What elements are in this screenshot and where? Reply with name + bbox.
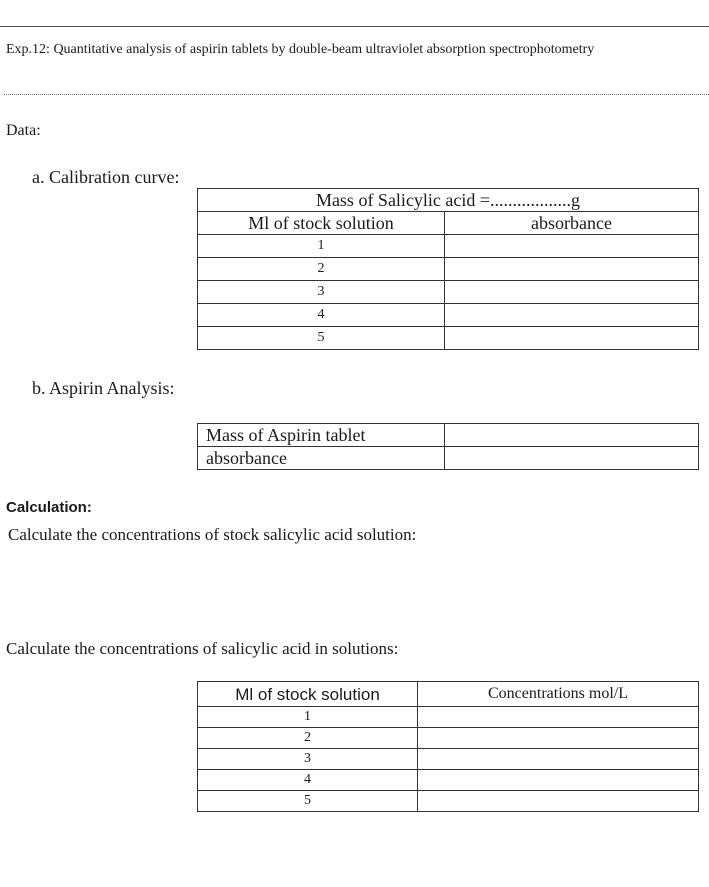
table-row xyxy=(198,791,699,812)
ml-cell: 4 xyxy=(198,304,445,327)
table-row xyxy=(198,258,699,281)
aspirin-analysis-heading: b. Aspirin Analysis: xyxy=(32,378,175,398)
concentration-cell[interactable] xyxy=(418,791,699,812)
ml-cell: 3 xyxy=(198,749,418,770)
page-title: Exp.12: Quantitative analysis of aspirin tablets by double-beam ultraviolet absorption spectrophotometry xyxy=(6,42,595,57)
concentration-header: Concentrations mol/L xyxy=(418,682,699,707)
table-row xyxy=(198,770,699,791)
ml-cell: 5 xyxy=(198,327,445,350)
table-row xyxy=(198,327,699,350)
ml-cell: 3 xyxy=(198,281,445,304)
ml-cell: 2 xyxy=(198,258,445,281)
dotted-divider xyxy=(4,94,709,95)
mass-salicylic-header: Mass of Salicylic acid =..................g xyxy=(198,189,699,212)
aspirin-absorbance-value[interactable] xyxy=(445,447,699,470)
mass-aspirin-label: Mass of Aspirin tablet xyxy=(198,424,445,447)
table-row xyxy=(198,424,699,447)
ml-cell: 1 xyxy=(198,707,418,728)
ml-cell: 4 xyxy=(198,770,418,791)
calibration-curve-heading: a. Calibration curve: xyxy=(32,167,180,187)
concentration-table xyxy=(197,681,699,812)
calc-stock-prompt: Calculate the concentrations of stock salicylic acid solution: xyxy=(8,525,417,544)
table-row xyxy=(198,304,699,327)
calc-solutions-prompt: Calculate the concentrations of salicylic acid in solutions: xyxy=(6,639,399,658)
table-row xyxy=(198,728,699,749)
absorbance-cell[interactable] xyxy=(445,281,699,304)
calculation-heading: Calculation: xyxy=(6,499,92,516)
top-rule xyxy=(0,26,709,27)
ml-stock-header: Ml of stock solution xyxy=(198,212,445,235)
aspirin-absorbance-label: absorbance xyxy=(198,447,445,470)
ml-stock-header: Ml of stock solution xyxy=(198,682,418,707)
concentration-cell[interactable] xyxy=(418,728,699,749)
absorbance-cell[interactable] xyxy=(445,235,699,258)
concentration-cell[interactable] xyxy=(418,749,699,770)
aspirin-table xyxy=(197,423,699,470)
concentration-cell[interactable] xyxy=(418,770,699,791)
absorbance-cell[interactable] xyxy=(445,327,699,350)
table-row xyxy=(198,707,699,728)
ml-cell: 1 xyxy=(198,235,445,258)
ml-cell: 2 xyxy=(198,728,418,749)
calibration-table xyxy=(197,188,699,350)
table-row xyxy=(198,447,699,470)
mass-aspirin-value[interactable] xyxy=(445,424,699,447)
table-row xyxy=(198,235,699,258)
absorbance-cell[interactable] xyxy=(445,304,699,327)
absorbance-header: absorbance xyxy=(445,212,699,235)
concentration-cell[interactable] xyxy=(418,707,699,728)
absorbance-cell[interactable] xyxy=(445,258,699,281)
data-label: Data: xyxy=(6,122,41,139)
table-row xyxy=(198,749,699,770)
ml-cell: 5 xyxy=(198,791,418,812)
table-row xyxy=(198,281,699,304)
